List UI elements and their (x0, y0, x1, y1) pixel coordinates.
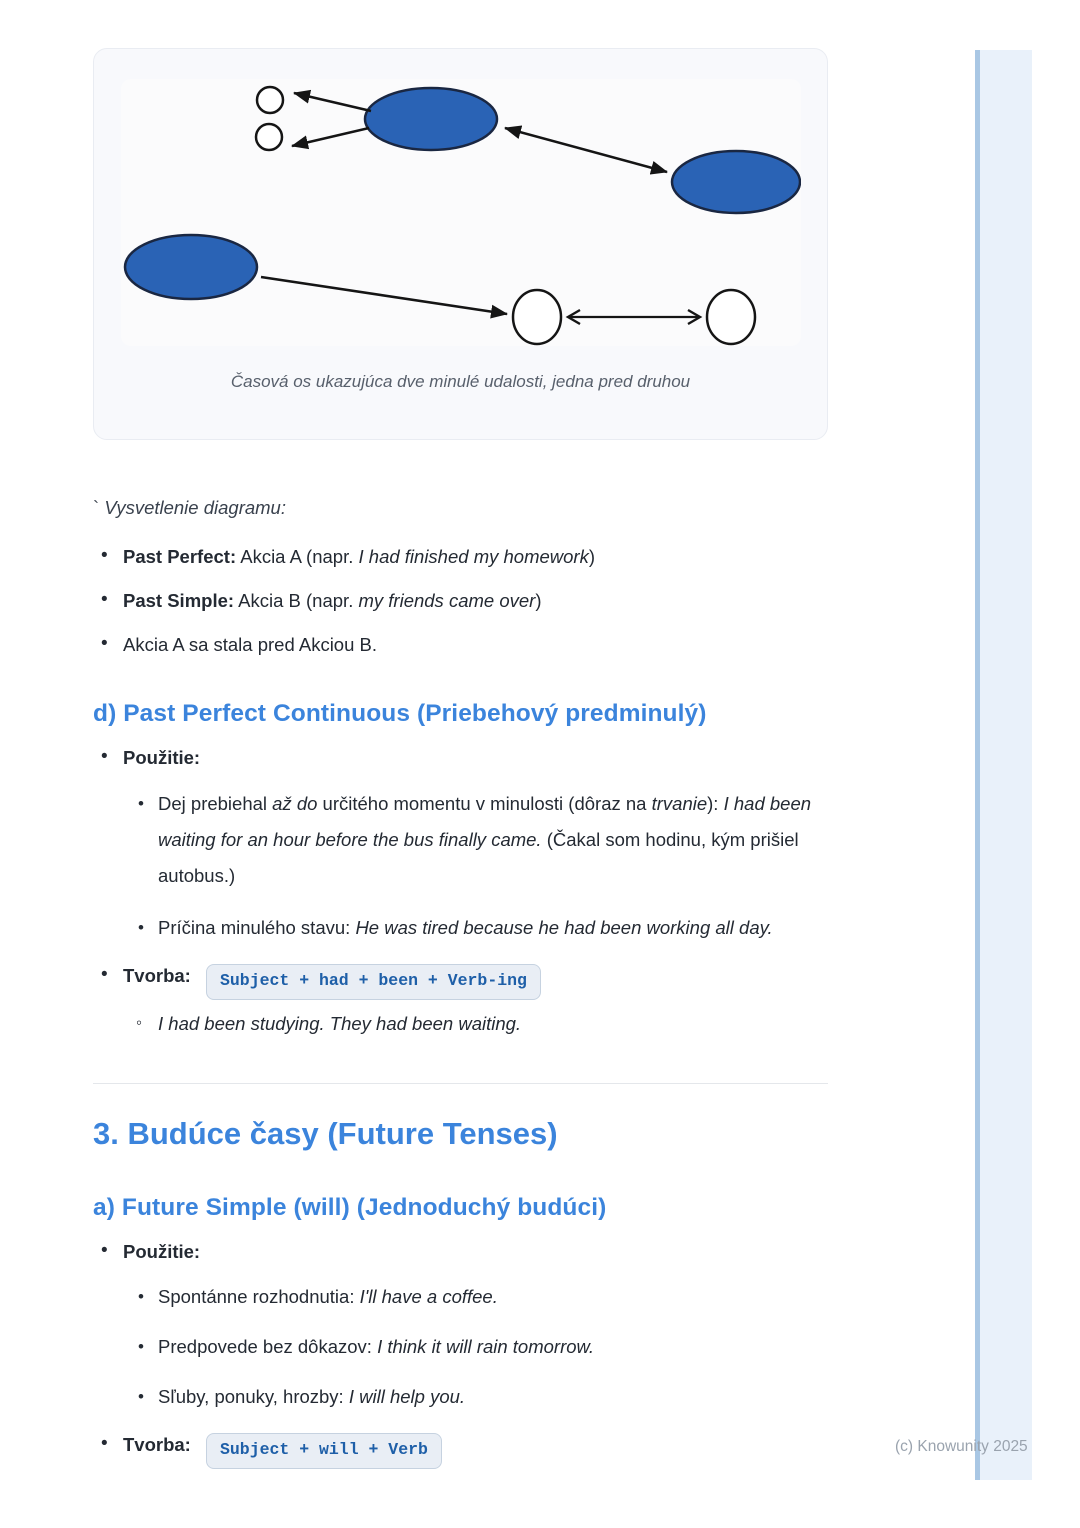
open-circle-right (707, 290, 755, 344)
list-item: • Past Simple: Akcia B (napr. my friends came over) (93, 587, 828, 615)
section-d-usage-list (93, 786, 828, 946)
tvorba-item (93, 1431, 828, 1469)
open-circle-left (513, 290, 561, 344)
list-item: • Akcia A sa stala pred Akciou B. (93, 631, 828, 659)
list-item: • Dej prebiehal až do určitého momentu v minulosti (dôraz na trvanie): I had been waiting for an hour before the bus finally came. (Čakal som hodinu, kým prišiel autobus.) (93, 786, 828, 894)
diagram-bullet-list (93, 543, 828, 658)
small-circle-2 (256, 124, 282, 150)
blue-ellipse-right (672, 151, 800, 213)
section-3a-usage-list (93, 1279, 828, 1415)
list-item: • Príčina minulého stavu: He was tired because he had been working all day. (93, 910, 828, 946)
arrow-diagonal (261, 277, 507, 314)
explain-heading: ` Vysvetlenie diagramu: (93, 497, 286, 518)
section-divider (93, 1083, 828, 1084)
pouzitie-label: • Použitie: (93, 1238, 828, 1266)
section-3-heading: 3. Budúce časy (Future Tenses) (93, 1115, 558, 1151)
arrow-to-circle-2 (292, 128, 369, 146)
small-circle-1 (257, 87, 283, 113)
formula-chip: Subject + will + Verb (206, 1433, 442, 1469)
tvorba-label: Tvorba: (123, 965, 191, 986)
list-item: • Predpovede bez dôkazov: I think it will rain tomorrow. (93, 1329, 828, 1365)
watermark: (c) Knowunity 2025 (895, 1438, 1028, 1455)
blue-ellipse-top (365, 88, 497, 150)
list-item: • Spontánne rozhodnutia: I'll have a coffee. (93, 1279, 828, 1315)
timeline-diagram (121, 79, 801, 346)
formula-chip: Subject + had + been + Verb-ing (206, 964, 541, 1000)
list-item: • Past Perfect: Akcia A (napr. I had finished my homework) (93, 543, 828, 571)
section-3a-heading: a) Future Simple (will) (Jednoduchý budúci) (93, 1193, 607, 1221)
document-content (93, 0, 828, 1469)
double-arrow-top (505, 128, 667, 172)
pouzitie-label: • Použitie: (93, 744, 828, 772)
figure-card (93, 48, 828, 440)
list-item: • Sľuby, ponuky, hrozby: I will help you. (93, 1379, 828, 1415)
page-side-strip (975, 50, 1032, 1480)
tvorba-example: ◦ I had been studying. They had been waiting. (93, 1010, 828, 1038)
tvorba-item (93, 962, 828, 1000)
section-d-heading: d) Past Perfect Continuous (Priebehový predminulý) (93, 700, 707, 728)
tvorba-label: Tvorba: (123, 1434, 191, 1456)
blue-ellipse-bottom-left (125, 235, 257, 299)
arrow-to-circle-1 (294, 93, 371, 111)
figure-caption: Časová os ukazujúca dve minulé udalosti, jedna pred druhou (230, 372, 691, 391)
timeline-diagram-svg (121, 79, 801, 346)
